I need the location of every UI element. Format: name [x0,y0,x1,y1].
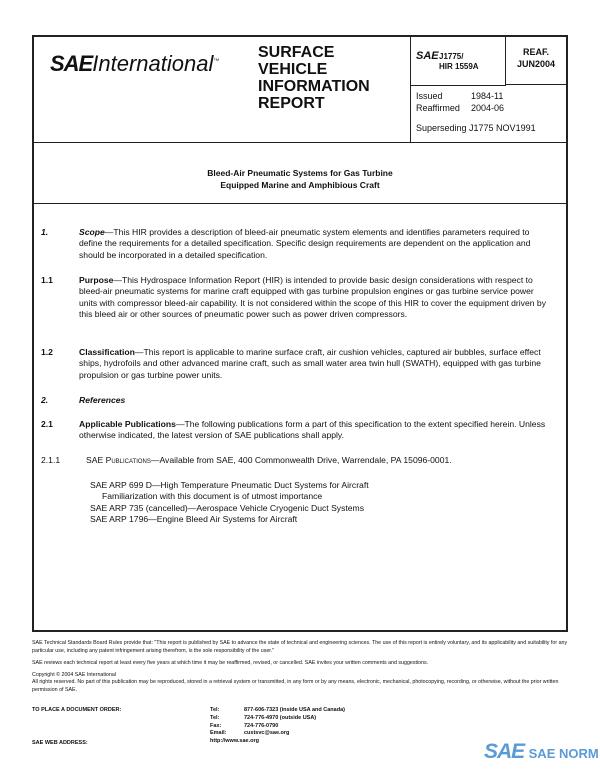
section-heading: References [79,395,126,405]
issued-date: 1984-11 [471,91,504,101]
web-address-link[interactable]: http://www.sae.org [210,738,259,745]
document-frame [32,35,568,632]
section-heading: Scope [79,227,105,237]
doc-number-box [410,37,506,86]
title-line: Bleed-Air Pneumatic Systems for Gas Turbine [207,168,393,178]
reference-item: SAE ARP 1796—Engine Bleed Air Systems for Aircraft [90,514,298,525]
report-type-line: REPORT [258,95,325,112]
header [34,37,566,143]
logo-tm: ™ [213,58,220,65]
contact-key: Fax: [210,722,222,729]
order-label: TO PLACE A DOCUMENT ORDER: [32,707,122,713]
contact-key: Tel: [210,714,220,721]
report-type-line: SURFACE [258,44,335,61]
reference-list [90,480,600,526]
report-type-line: INFORMATION [258,78,370,95]
reaffirmed-label: Reaffirmed [416,103,460,113]
section-text: —Available from SAE, 400 Commonwealth Drive, Warrendale, PA 15096-0001. [150,455,452,465]
sae-international-logo [50,51,219,77]
reference-item: SAE ARP 735 (cancelled)—Aerospace Vehicle Cryogenic Duct Systems [90,502,365,513]
reference-note: Familiarization with this document is of utmost importance [102,491,323,502]
section-text: —This Hydrospace Information Report (HIR) is intended to provide basic design considerations with respect to bleed-air pneumatic systems for marine craft equipped with gas turbine propulsion engines or gas turbine service power units with compressor bleed-air capability. It is not considered within the scope of this HIR to cover the equipment driven by this bleed air or other sources of pneumatic power such as power driven compressors. [79,275,546,320]
contact-value: 724-776-4970 (outside USA) [244,714,317,721]
reaf-label: REAF. [522,47,549,57]
section-heading: Purpose [79,275,114,285]
issue-box [410,85,566,142]
web-label: SAE WEB ADDRESS: [32,740,88,746]
footer-rules: SAE Technical Standards Board Rules provide that: "This report is published by SAE to advance the state of technical and engineering sciences. The use of this report is entirely voluntary, and its applicability and suitability for any particular use, including any patent infringement arising therefrom, is the sole responsibility of the user." [32,640,568,654]
sae-small-logo: SAE [416,50,439,62]
title-line: Equipped Marine and Amphibious Craft [220,180,380,190]
reference-item: SAE ARP 699 D—High Temperature Pneumatic Duct Systems for Aircraft [90,480,369,490]
reaf-date: JUN2004 [516,59,556,69]
issued-label: Issued [416,91,443,101]
reaffirmed-date: 2004-06 [471,103,505,113]
footer-review: SAE reviews each technical report at least every five years at which time it may be reaffirmed, revised, or cancelled. SAE invites your written comments and suggestions. [32,660,429,666]
report-type-line: VEHICLE [258,61,328,78]
doc-number: J1775/ [439,52,464,61]
section-heading: SAE Publications [86,455,151,465]
superseding: Superseding J1775 NOV1991 [416,123,536,133]
norm-logo-text: SAE NORM [528,746,599,761]
contact-value: 877-606-7323 (inside USA and Canada) [244,707,345,713]
section-number: 2.1 [41,419,53,429]
contact-key: Tel: [210,707,220,713]
section-text: —This report is applicable to marine surface craft, air cushion vehicles, captured air bubbles, surface effect ships, hydrofoils and other advanced marine craft, such as small water area twin hull (SWATH), equipped with gas turbine propulsion or gas turbine power units. [79,347,541,380]
section-number: 1. [41,227,49,237]
sae-norm-logo [484,740,599,764]
footer-rights: All rights reserved. No part of this publication may be reproduced, stored in a retrieval system or transmitted, in any form or by any means, electronic, mechanical, photocopying, recording, or otherwise, without the prior written permission of SAE. [32,679,559,693]
doc-number-2: HIR 1559A [439,62,479,71]
document-title [34,142,566,204]
section-number: 1.1 [41,275,53,285]
section-text: —This HIR provides a description of bleed-air pneumatic system elements and identifies parameters required to define the requirements for a detailed specification. Specific design requirements are dependent on the application and should be incorporated in a detailed specification. [79,227,531,260]
section-number: 1.2 [41,347,53,357]
contact-value: 724-776-0790 [244,722,279,729]
section-heading: Classification [79,347,135,357]
section-number: 2.1.1 [41,455,61,465]
logo-international: International [92,51,214,76]
report-type [258,44,370,112]
section-text: —The following publications form a part of this specification to the extent specified herein. Unless otherwise indicated, the latest version of SAE publications shall apply. [79,419,546,441]
norm-logo-sae: SAE [484,740,525,763]
contact-key: Email: [210,730,227,737]
reaf-box [505,37,566,85]
footer-copyright: Copyright © 2004 SAE International [32,672,116,678]
contact-list [210,707,345,746]
contact-email[interactable]: custsvc@sae.org [244,730,290,737]
logo-sae: SAE [50,51,93,76]
section-number: 2. [41,395,49,405]
section-heading: Applicable Publications [79,419,176,429]
